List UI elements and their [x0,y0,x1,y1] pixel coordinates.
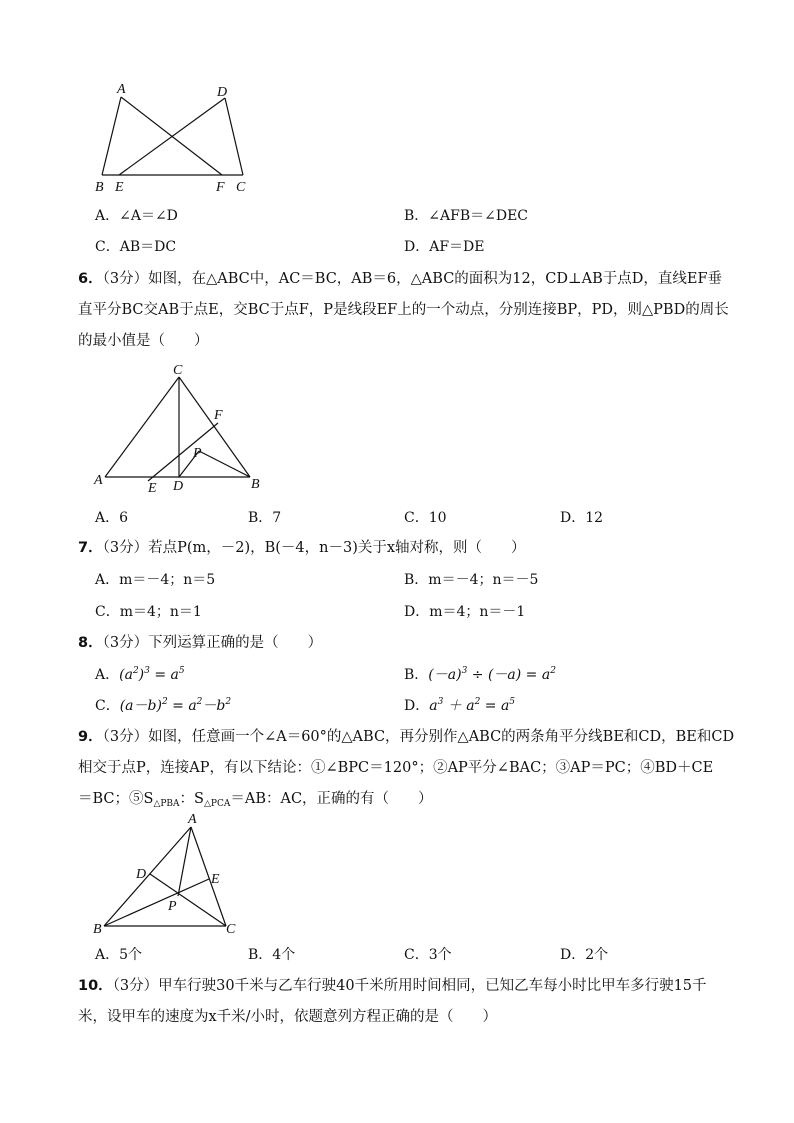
q8-option-b[interactable]: B．$(-a)^3 \div (-a) = a^2$ [404,666,556,683]
q5-line-de [119,98,225,175]
q6-label-e: E [148,481,157,496]
q6-label-b: B [251,477,260,492]
q6-number: 6． [78,271,103,287]
q6-line-pb [199,451,250,477]
q9-stem-line1 [78,727,734,747]
q5-option-b[interactable]: B．∠AFB＝∠DEC [404,208,529,224]
q8-text: 下列运算正确的是（ ） [148,635,323,651]
q10-text-1: 甲车行驶30千米与乙车行驶40千米所用时间相同，已知乙车每小时比甲车多行驶15千 [158,978,707,994]
q9-stem-line2: 相交于点P，连接AP，有以下结论：①∠BPC＝120°；②AP平分∠BAC；③AP＝PC；④BD＋CE [78,760,714,776]
q9-label-b: B [93,922,102,936]
q10-stem-line1 [78,976,707,996]
q5-label-e: E [115,180,124,195]
q5-option-d[interactable]: D．AF＝DE [404,239,485,255]
q7-option-b[interactable]: B．m＝－4；n＝－5 [404,572,539,588]
q8-option-d[interactable]: D．$a^3 + a^2 = a^5$ [404,697,516,714]
q6-stem-line3: 的最小值是（ ） [78,333,209,349]
q8-stem [78,633,322,653]
q10-score: （3分） [112,978,159,994]
q7-stem [78,538,526,558]
q9-text-1: 如图，任意画一个∠A＝60°的△ABC，再分别作△ABC的两条角平分线BE和CD，BE和CD [148,729,735,745]
q5-figure-trapezoid [88,78,258,196]
q5-option-c[interactable]: C．AB＝DC [95,239,177,255]
q9-line-ab [104,827,191,926]
q5-line-ab [102,97,121,175]
q7-text: 若点P(m，－2)，B(－4，n－3)关于x轴对称，则（ ） [148,540,526,556]
q8-option-b-prefix: B． [404,667,429,683]
q8-option-c[interactable]: C．$(a-b)^2 = a^2-b^2$ [95,697,232,714]
q7-score: （3分） [102,540,149,556]
q7-option-d[interactable]: D．m＝4；n＝－1 [404,604,526,620]
q9-stem-line3 [78,789,433,809]
q8-score: （3分） [102,635,149,651]
q9-figure-triangle [88,812,248,936]
q10-stem-line2: 米，设甲车的速度为x千米/小时，依题意列方程正确的是（ ） [78,1009,498,1025]
q8-option-a-prefix: A． [95,667,120,683]
q5-label-c: C [236,180,246,195]
q5-label-b: B [95,180,104,195]
q8-option-c-prefix: C． [95,698,120,714]
q5-label-d: D [217,85,228,100]
q9-line-ap [178,827,191,896]
q6-label-a: A [94,473,103,488]
q9-option-a[interactable]: A．5个 [95,947,143,963]
q6-figure-triangle [90,360,270,496]
q5-option-a[interactable]: A．∠A＝∠D [95,208,178,224]
q6-label-d: D [173,479,184,494]
q9-label-d: D [136,867,147,882]
q6-stem-line1 [78,269,722,289]
q7-number: 7． [78,540,103,556]
q7-option-a[interactable]: A．m＝－4；n＝5 [95,572,216,588]
q8-option-d-prefix: D． [404,698,430,714]
q6-line-bc [179,377,250,477]
q9-label-a: A [188,812,197,827]
q6-option-a[interactable]: A．6 [95,510,129,526]
q10-number: 10． [78,978,113,994]
q7-option-c[interactable]: C．m＝4；n＝1 [95,604,202,620]
q9-option-b[interactable]: B．4个 [248,947,296,963]
q9-option-c[interactable]: C．3个 [404,947,452,963]
q6-option-b[interactable]: B．7 [248,510,282,526]
q9-text-3c: ＝AB：AC，正确的有（ ） [230,791,433,807]
q6-label-p: P [193,446,202,461]
q9-label-c: C [226,922,236,936]
q9-text-3b: ：S [179,791,204,807]
q5-line-af [121,97,222,175]
q6-label-c: C [173,363,183,378]
q8-option-a[interactable]: A．$(a^2)^3 = a^5$ [95,666,185,683]
q9-text-3a: ＝BC；⑤S [78,791,154,807]
q9-score: （3分） [102,729,149,745]
q6-stem-line2: 直平分BC交AB于点E，交BC于点F，P是线段EF上的一个动点，分别连接BP，PD，则△PBD的周长 [78,302,729,318]
q6-option-d[interactable]: D．12 [560,510,604,526]
q9-line-ac [191,827,226,926]
q9-number: 9． [78,729,103,745]
q8-number: 8． [78,635,103,651]
q5-label-a: A [117,82,126,97]
q6-score: （3分） [102,271,149,287]
q6-option-c[interactable]: C．10 [404,510,447,526]
q6-label-f: F [214,408,223,423]
q5-line-dc [225,98,243,175]
q9-sub-pca: △PCA [203,799,231,809]
q9-line-be [104,879,209,926]
q9-sub-pba: △PBA [153,799,180,809]
q9-option-d[interactable]: D．2个 [560,947,609,963]
q9-label-p: P [168,899,177,914]
q6-text-1: 如图，在△ABC中，AC＝BC，AB＝6，△ABC的面积为12，CD⊥AB于点D，直线EF垂 [148,271,723,287]
q6-line-ac [105,377,179,477]
q9-label-e: E [211,872,220,887]
q5-label-f: F [216,180,225,195]
